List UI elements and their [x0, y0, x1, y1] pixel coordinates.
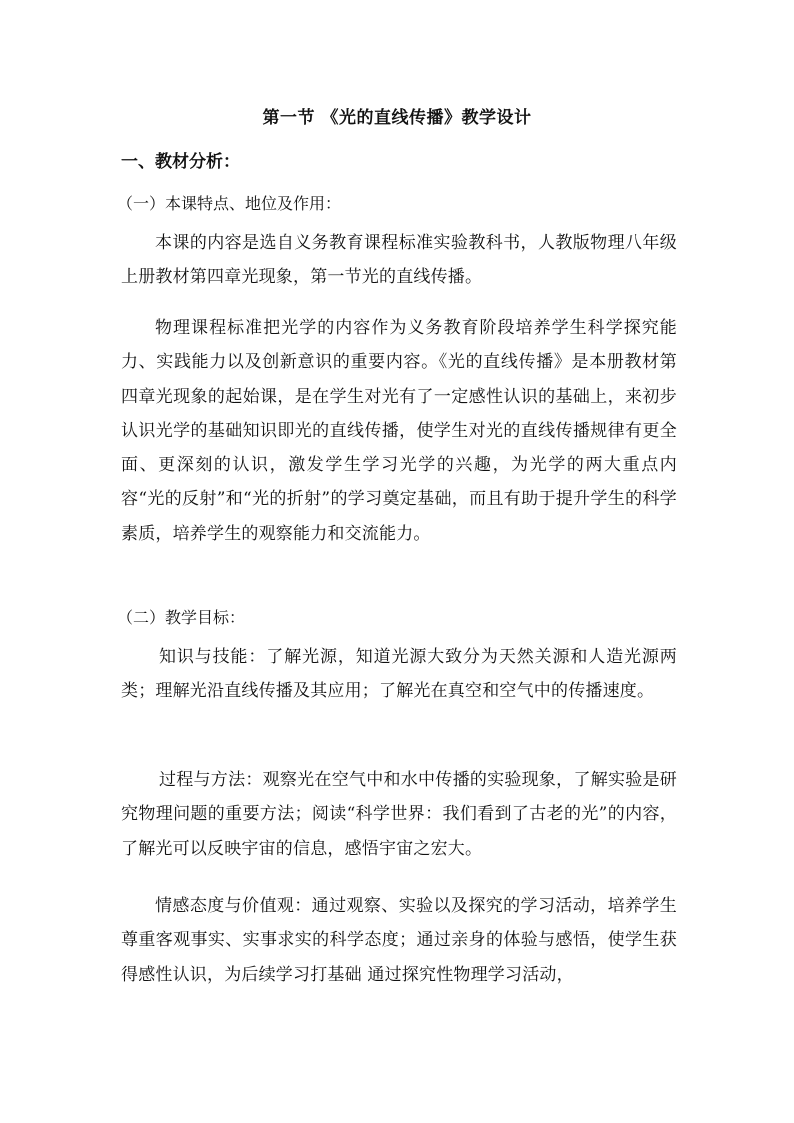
paragraph-curriculum-standard: 物理课程标准把光学的内容作为义务教育阶段培养学生科学探究能力、实践能力以及创新意识的重要内容。《光的直线传播》是本册教材第四章光现象的起始课，是在学生对光有了一定感性认识的基础上，来初步认识光学的基础知识即光的直线传播，使学生对光的直线传播规律有更全面、更深刻的认识，激发学生学习光学的兴趣，为光学的两大重点内容“光的反射”和“光的折射”的学习奠定基础，而且有助于提升学生的科学素质，培养学生的观察能力和交流能力。: [121, 318, 677, 544]
document-title: 第一节 《光的直线传播》教学设计: [262, 108, 532, 128]
subsection-heading-objectives: （二）教学目标：: [117, 608, 246, 627]
paragraph-process-methods: 过程与方法：观察光在空气中和水中传播的实验现象，了解实验是研究物理问题的重要方法；阅读“科学世界：我们看到了古老的光”的内容，了解光可以反映宇宙的信息，感悟宇宙之宏大。: [121, 770, 677, 859]
subsection-heading-features: （一）本课特点、地位及作用：: [117, 194, 342, 213]
paragraph-course-content: 本课的内容是选自义务教育课程标准实验教科书，人教版物理八年级上册教材第四章光现象，第一节光的直线传播。: [121, 233, 677, 288]
paragraph-attitude-values: 情感态度与价值观：通过观察、实验以及探究的学习活动，培养学生尊重客观事实、实事求实的科学态度；通过亲身的体验与感悟，使学生获得感性认识，为后续学习打基础 通过探究性物理学习活动，: [121, 896, 677, 985]
paragraph-knowledge-skills: 知识与技能：了解光源，知道光源大致分为天然关源和人造光源两类；理解光沿直线传播及其应用；了解光在真空和空气中的传播速度。: [121, 647, 677, 702]
section-heading-textbook-analysis: 一、教材分析：: [121, 152, 240, 172]
